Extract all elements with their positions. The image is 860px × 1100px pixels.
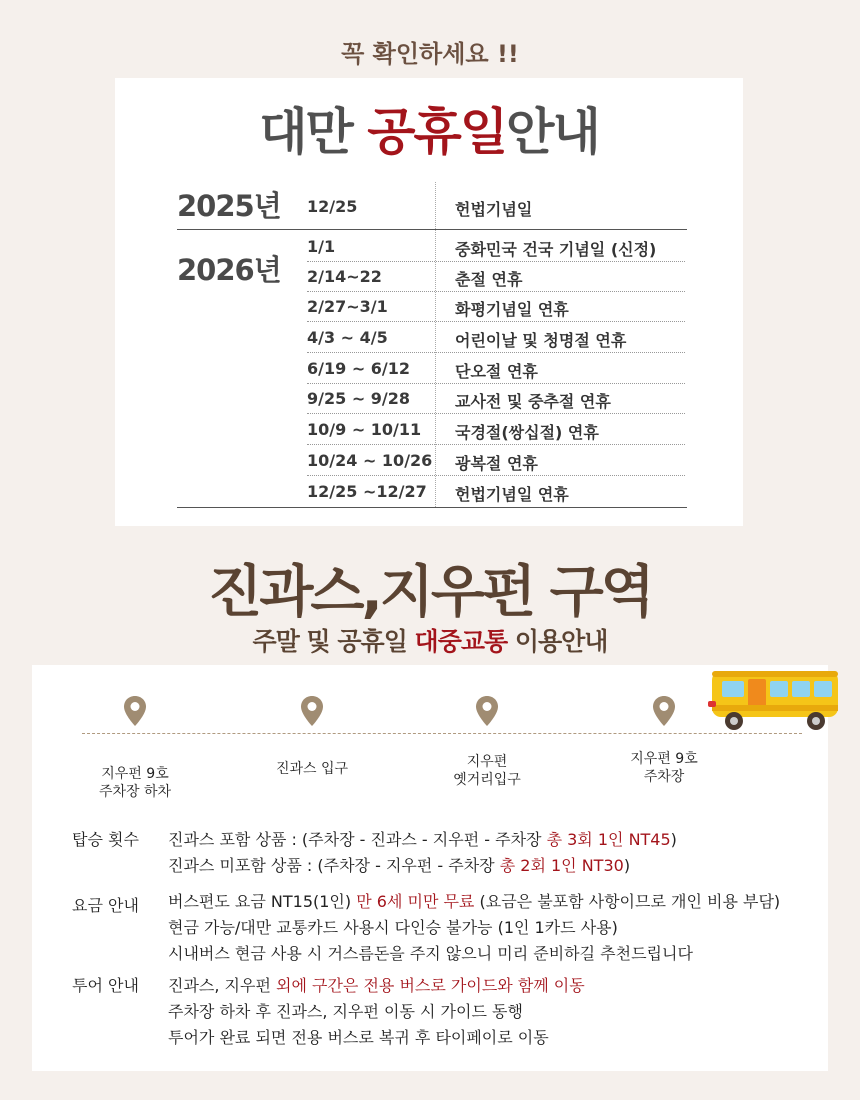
stop-label-line: 진과스 입구 [275,761,349,777]
info-lines [168,889,828,967]
info-card [32,665,828,1071]
holiday-row [307,446,685,476]
holiday-title [115,92,743,164]
holiday-row [307,292,685,322]
holiday-row [307,384,685,414]
location-pin-icon [299,695,325,727]
divider-2025 [177,229,687,230]
info-highlight: 외에 구간은 전용 버스로 가이드와 함께 이동 [276,976,585,995]
year-2025: 2025년 [177,189,281,223]
holiday-name: 단오절 연휴 [455,362,538,381]
stop-label-line: 주차장 하차 [98,784,172,800]
holiday-name: 헌법기념일 연휴 [455,485,569,504]
holiday-date: 4/3 ~ 4/5 [307,328,388,347]
holiday-name: 어린이날 및 청명절 연휴 [455,331,627,350]
info-line [168,853,828,879]
holiday-row [307,477,685,507]
holiday-row [307,262,685,292]
bus-icon [708,665,842,735]
location-pin-icon [474,695,500,727]
info-highlight: 총 2회 1인 NT30 [499,856,624,875]
holiday-date: 10/24 ~ 10/26 [307,451,433,470]
zone-title: 진과스,지우펀 구역 [208,560,652,625]
holiday-date: 9/25 ~ 9/28 [307,389,411,408]
info-highlight: 만 6세 미만 무료 [356,892,475,911]
holiday-name: 화평기념일 연휴 [455,300,569,319]
holiday-name: 교사전 및 중추절 연휴 [455,392,611,411]
holiday-card [115,78,743,526]
info-label: 요금 안내 [72,896,139,915]
info-text: 진과스, 지우펀 [168,976,276,995]
holiday-row [307,232,685,262]
holiday-row [307,415,685,445]
holiday-title-post: 안내 [506,103,599,161]
divider-bottom [177,507,687,508]
route-stop [65,695,205,727]
stop-label-line: 주차장 [643,769,685,785]
info-line: 주차장 하차 후 진과스, 지우펀 이동 시 가이드 동행 [168,1002,523,1021]
location-pin-icon [651,695,677,727]
year-2026: 2026년 [177,253,281,287]
route-line [82,733,802,734]
info-line: 현금 가능/대만 교통카드 사용시 다인승 불가능 (1인 1카드 사용) [168,918,618,937]
stop-label-line: 지우편 9호 [630,751,698,767]
info-lines [168,827,828,879]
holiday-row-2025 [307,192,685,222]
info-line [168,973,828,999]
top-note: 꼭 확인하세요 !! [341,40,519,68]
info-text: (요금은 불포함 사항이므로 개인 비용 부담) [474,892,781,911]
zone-sub-highlight: 대중교통 [414,627,508,656]
info-text: 버스편도 요금 NT15(1인) [168,892,357,911]
holiday-row [307,323,685,353]
holiday-row [307,354,685,384]
holiday-name: 헌법기념일 [455,200,533,219]
holiday-name: 광복절 연휴 [455,454,538,473]
info-text: ) [670,830,677,849]
stop-label [417,753,557,789]
info-line [168,827,828,853]
zone-sub-post: 이용안내 [507,627,608,656]
stop-label [594,750,734,786]
holiday-date: 12/25 ~12/27 [307,482,427,501]
zone-sub-pre: 주말 및 공휴일 [252,627,415,656]
holiday-date: 2/14~22 [307,267,382,286]
location-pin-icon [122,695,148,727]
stop-label [242,760,382,778]
stop-label [65,765,205,801]
holiday-date: 10/9 ~ 10/11 [307,420,422,439]
holiday-name: 국경절(쌍십절) 연휴 [455,423,599,442]
info-text: 진과스 포함 상품 : (주차장 - 진과스 - 지우펀 - 주차장 [168,830,547,849]
info-text: 진과스 미포함 상품 : (주차장 - 지우펀 - 주차장 [168,856,500,875]
holiday-date: 6/19 ~ 6/12 [307,359,411,378]
stop-label-line: 지우펀 9호 [101,766,169,782]
holiday-name: 춘절 연휴 [455,270,523,289]
info-line: 투어가 완료 되면 전용 버스로 복귀 후 타이페이로 이동 [168,1028,549,1047]
info-text: ) [623,856,631,875]
holiday-date: 12/25 [307,197,358,216]
info-line [168,889,828,915]
zone-subtitle [0,622,860,658]
stop-label-line: 지우편 [466,754,508,770]
route-stop [417,695,557,727]
holiday-title-highlight: 공휴일 [367,103,507,161]
holiday-date: 1/1 [307,237,336,256]
info-label: 탑승 횟수 [72,830,139,849]
info-label: 투어 안내 [72,976,139,995]
holiday-name: 중화민국 건국 기념일 (신정) [455,240,657,259]
info-lines [168,973,828,1051]
stop-label-line: 옛거리입구 [453,772,521,788]
info-highlight: 총 3회 1인 NT45 [546,830,671,849]
holiday-date: 2/27~3/1 [307,297,388,316]
route-stop [242,695,382,727]
holiday-title-pre: 대만 [259,103,368,161]
info-line: 시내버스 현금 사용 시 거스름돈을 주지 않으니 미리 준비하길 추천드립니다 [168,944,693,963]
